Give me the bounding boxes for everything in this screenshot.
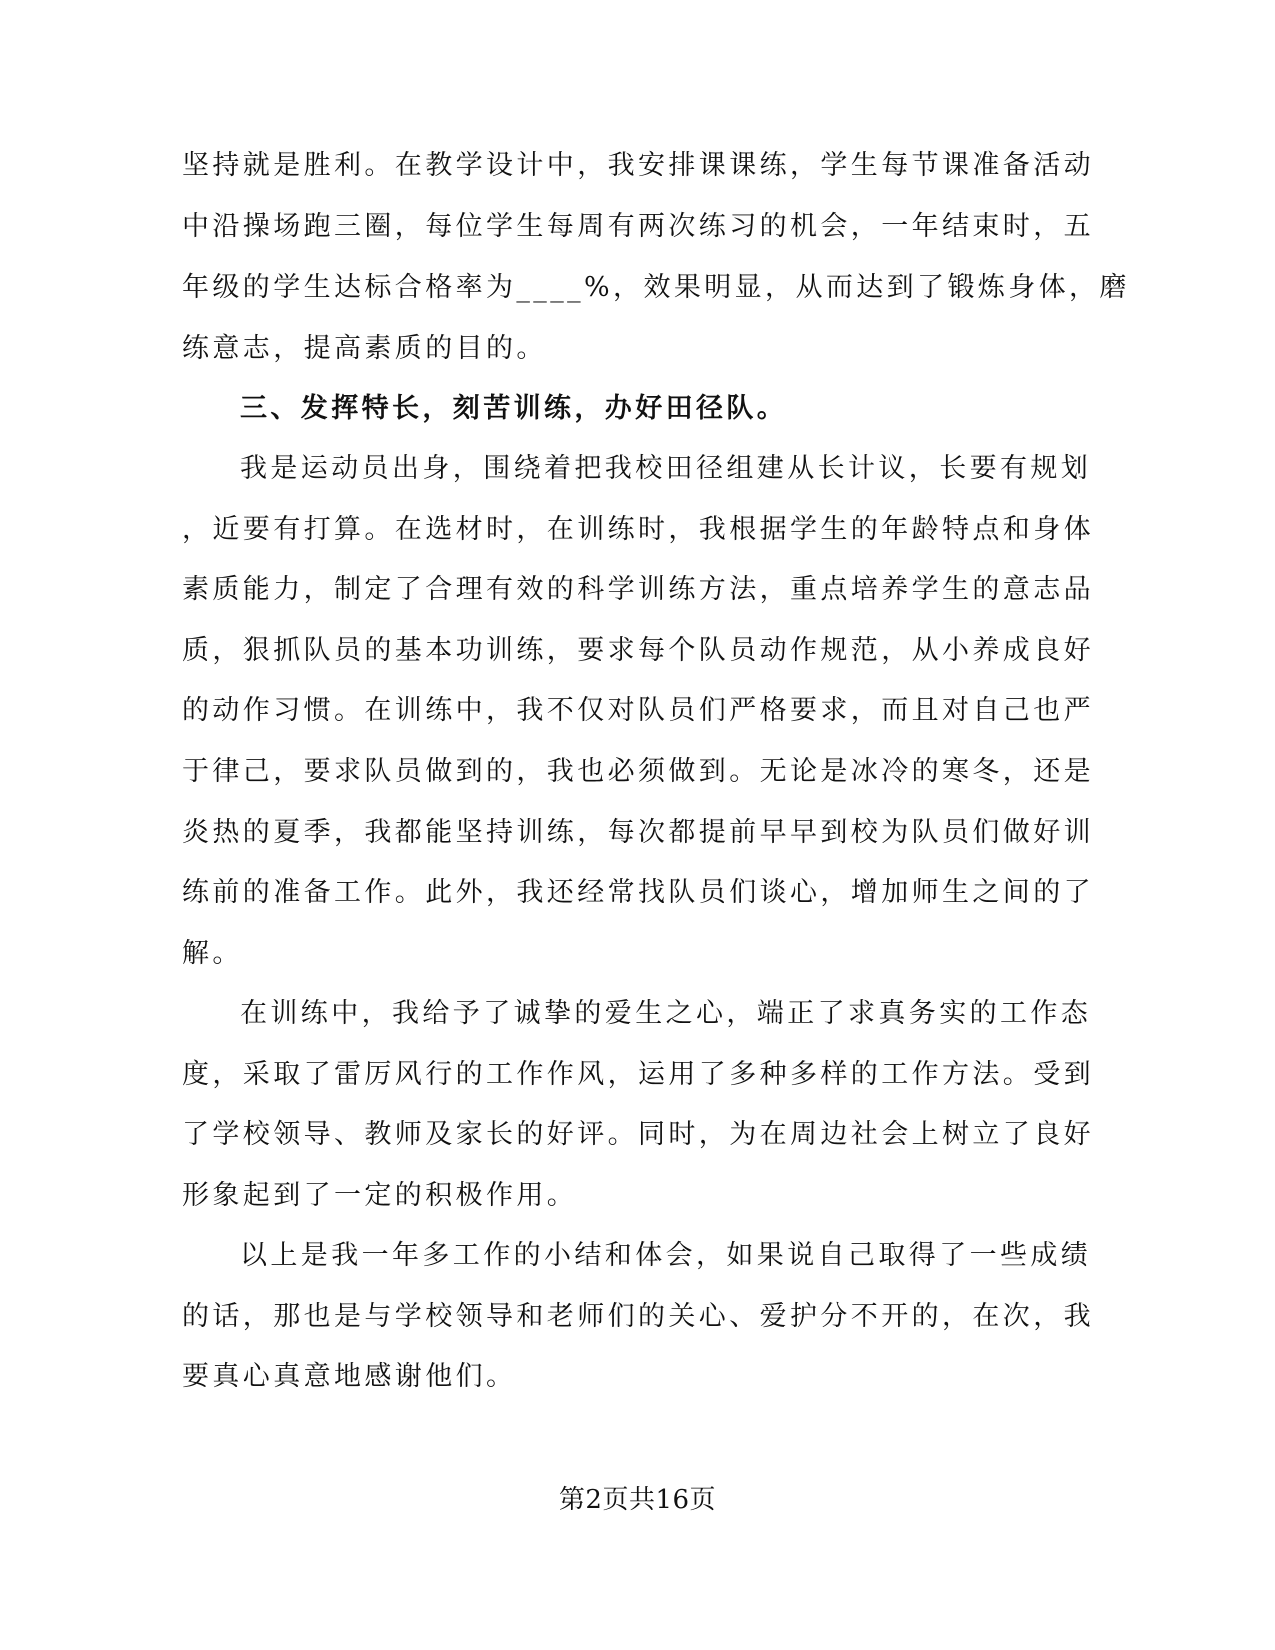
body-text-line: 练意志，提高素质的目的。 bbox=[182, 333, 547, 364]
body-text-line: 了学校领导、教师及家长的好评。同时，为在周边社会上树立了良好 bbox=[182, 1119, 1094, 1150]
body-text-line: 质，狠抓队员的基本功训练，要求每个队员动作规范，从小养成良好 bbox=[182, 635, 1094, 666]
body-text-line: 于律己，要求队员做到的，我也必须做到。无论是冰冷的寒冬，还是 bbox=[182, 756, 1094, 787]
body-text-line: 中沿操场跑三圈，每位学生每周有两次练习的机会，一年结束时，五 bbox=[182, 211, 1094, 242]
body-text-line: 素质能力，制定了合理有效的科学训练方法，重点培养学生的意志品 bbox=[182, 574, 1094, 605]
page-number-footer: 第2页共16页 bbox=[558, 1485, 717, 1515]
body-text-line: 解。 bbox=[182, 938, 243, 969]
body-text-line: 度，采取了雷厉风行的工作作风，运用了多种多样的工作方法。受到 bbox=[182, 1059, 1094, 1090]
body-text-line: 在训练中，我给予了诚挚的爱生之心，端正了求真务实的工作态 bbox=[240, 998, 1092, 1029]
body-text-line: 坚持就是胜利。在教学设计中，我安排课课练，学生每节课准备活动 bbox=[182, 150, 1094, 181]
body-text-line: ，近要有打算。在选材时，在训练时，我根据学生的年龄特点和身体 bbox=[182, 514, 1094, 545]
body-text-line: 练前的准备工作。此外，我还经常找队员们谈心，增加师生之间的了 bbox=[182, 877, 1094, 908]
body-text-line: 以上是我一年多工作的小结和体会，如果说自己取得了一些成绩 bbox=[240, 1240, 1092, 1271]
body-text-line: 要真心真意地感谢他们。 bbox=[182, 1361, 517, 1392]
section-heading: 三、发挥特长，刻苦训练，办好田径队。 bbox=[240, 393, 788, 424]
body-text-line: 年级的学生达标合格率为____%，效果明显，从而达到了锻炼身体，磨 bbox=[182, 272, 1130, 303]
body-text-line: 我是运动员出身，围绕着把我校田径组建从长计议，长要有规划 bbox=[240, 453, 1092, 484]
body-text-line: 的动作习惯。在训练中，我不仅对队员们严格要求，而且对自己也严 bbox=[182, 695, 1094, 726]
body-text-line: 形象起到了一定的积极作用。 bbox=[182, 1180, 578, 1211]
body-text-line: 炎热的夏季，我都能坚持训练，每次都提前早早到校为队员们做好训 bbox=[182, 817, 1094, 848]
body-text-line: 的话，那也是与学校领导和老师们的关心、爱护分不开的，在次，我 bbox=[182, 1301, 1094, 1332]
